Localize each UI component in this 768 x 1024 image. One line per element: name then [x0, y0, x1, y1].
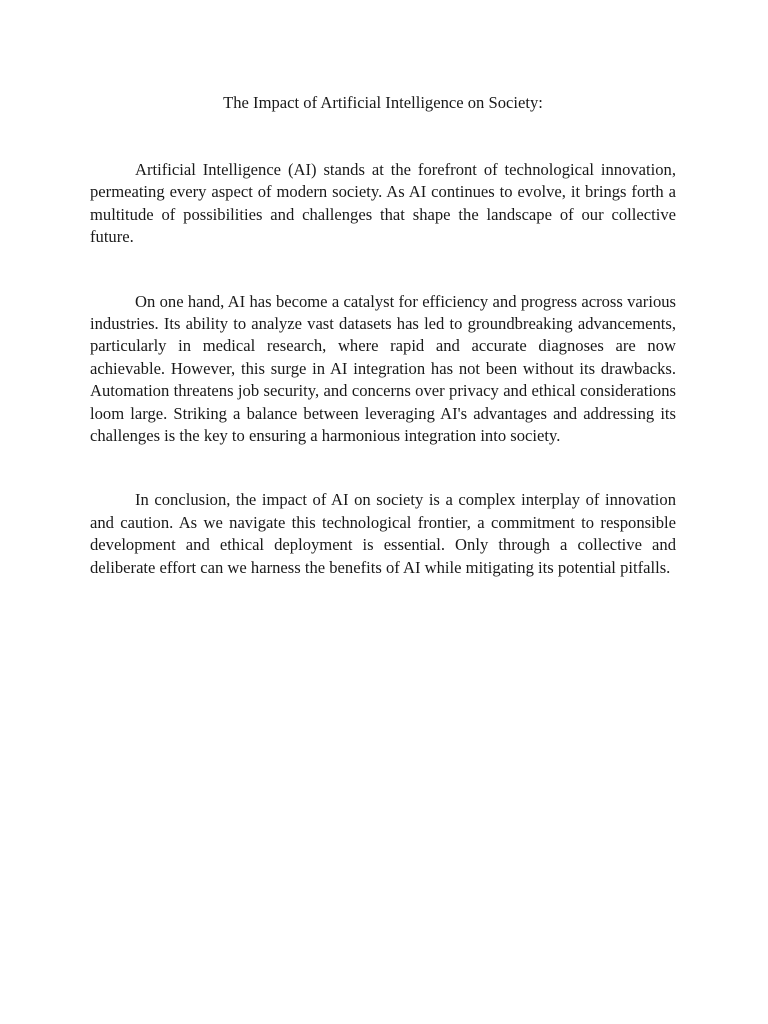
document-body — [90, 92, 676, 621]
paragraph-introduction: Artificial Intelligence (AI) stands at the forefront of technological innovation, permeating every aspect of modern society. As AI continues to evolve, it brings forth a multitude of possibilities and challenges that shape the landscape of our collective future. — [90, 159, 676, 247]
document-title: The Impact of Artificial Intelligence on Society: — [223, 93, 543, 112]
paragraph-body: On one hand, AI has become a catalyst for efficiency and progress across various industries. Its ability to analyze vast datasets has led to groundbreaking advancements, particularly in medical research, where rapid and accurate diagnoses are now achievable. However, this surge in AI integration has not been without its drawbacks. Automation threatens job security, and concerns over privacy and ethical considerations loom large. Striking a balance between leveraging AI's advantages and addressing its challenges is the key to ensuring a harmonious integration into society. — [90, 291, 676, 445]
paragraph-conclusion: In conclusion, the impact of AI on society is a complex interplay of innovation and caution. As we navigate this technological frontier, a commitment to responsible development and ethical deployment is essential. Only through a collective and deliberate effort can we harness the benefits of AI while mitigating its potential pitfalls. — [90, 490, 676, 577]
